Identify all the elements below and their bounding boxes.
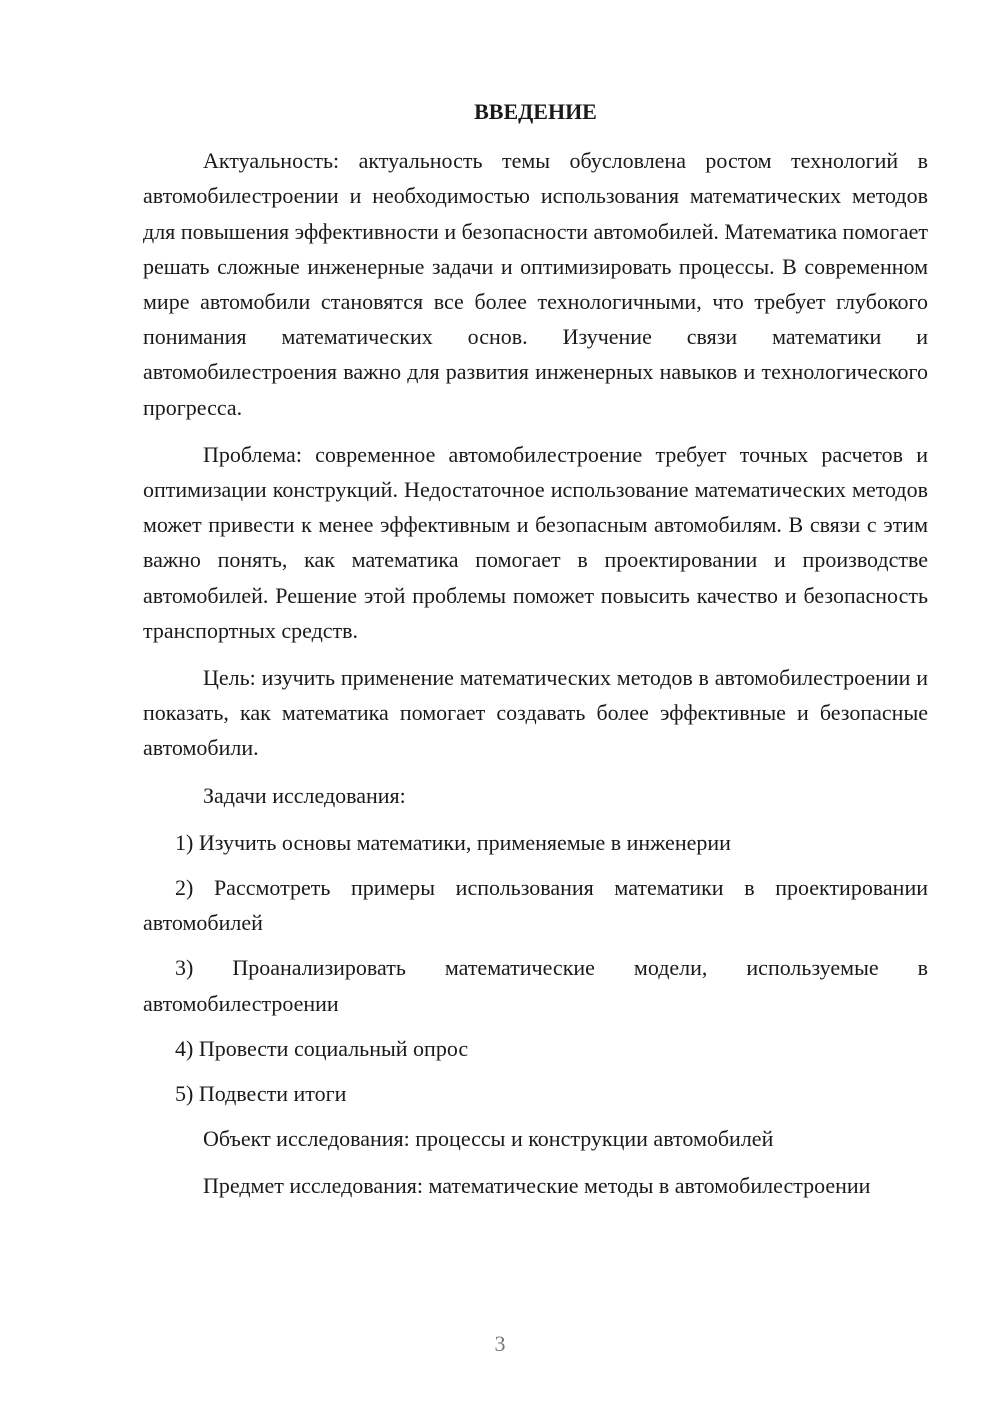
task-item-3: 3) Проанализировать математические модели, используемые в автомобилестроении bbox=[143, 955, 928, 1016]
subject-paragraph: Предмет исследования: математические методы в автомобилестроении bbox=[203, 1173, 871, 1199]
task-item-5: 5) Подвести итоги bbox=[175, 1081, 347, 1107]
task-item-1: 1) Изучить основы математики, применяемые в инженерии bbox=[175, 829, 731, 855]
relevance-paragraph: Актуальность: актуальность темы обусловлена ростом технологий в автомобилестроении и необходимостью использования математических методов для повышения эффективности и безопасности автомобилей. Математика помогает решать сложные инженерные задачи и оптимизировать процессы. В современном мире автомобили становятся все более технологичными, что требует глубокого понимания математических основ. Изучение связи математики и автомобилестроения важно для развития инженерных навыков и технологического прогресса. bbox=[143, 148, 928, 420]
tasks-heading: Задачи исследования: bbox=[203, 782, 406, 808]
object-paragraph: Объект исследования: процессы и конструкции автомобилей bbox=[203, 1126, 774, 1152]
problem-paragraph: Проблема: современное автомобилестроение требует точных расчетов и оптимизации конструкций. Недостаточное использование математических методов может привести к менее эффективным и безопасным автомобилям. В связи с этим важно понять, как математика помогает в проектировании и производстве автомобилей. Решение этой проблемы поможет повысить качество и безопасность транспортных средств. bbox=[143, 441, 928, 643]
page-content bbox=[143, 94, 928, 1216]
task-item-4: 4) Провести социальный опрос bbox=[175, 1035, 469, 1061]
task-item-2: 2) Рассмотреть примеры использования математики в проектировании автомобилей bbox=[143, 875, 928, 936]
page-title: ВВЕДЕНИЕ bbox=[474, 99, 597, 124]
page-number: 3 bbox=[494, 1331, 506, 1356]
goal-paragraph: Цель: изучить применение математических методов в автомобилестроении и показать, как математика помогает создавать более эффективные и безопасные автомобили. bbox=[143, 665, 928, 761]
